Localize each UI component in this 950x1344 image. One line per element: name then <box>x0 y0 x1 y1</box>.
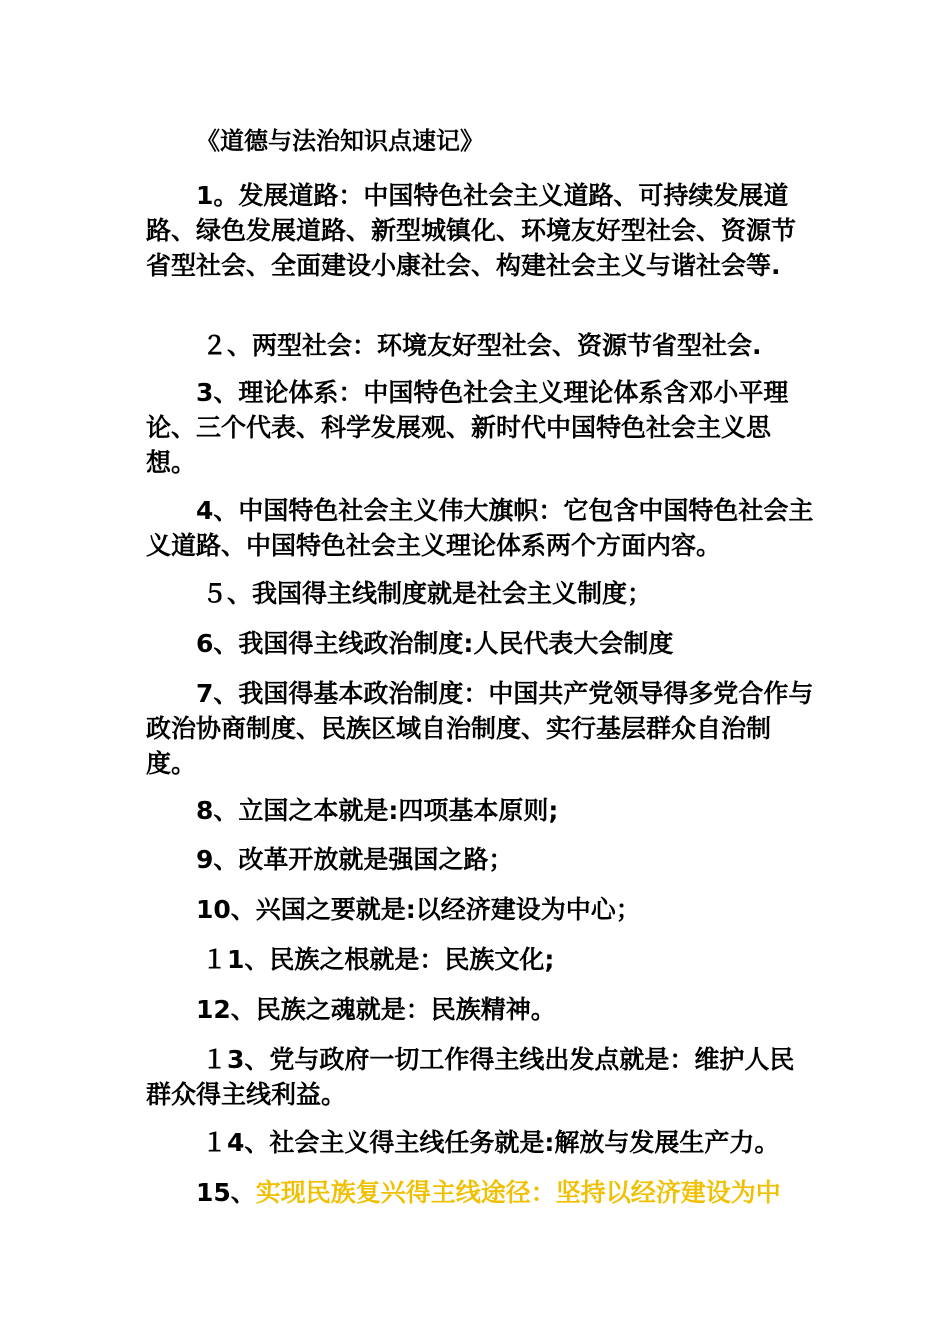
list-item <box>146 178 816 283</box>
list-item <box>146 942 816 977</box>
item-text: 兴国之要就是:以经济建设为中心； <box>255 895 641 924</box>
item-text: 民族之根就是：民族文化; <box>269 945 555 974</box>
item-number: 12、 <box>196 995 256 1024</box>
list-item <box>146 375 816 480</box>
item-text: 我国得基本政治制度：中国共产党领导得多党合作与政治协商制度、民族区域自治制度、实行基层群众自治制度。 <box>146 679 814 778</box>
item-number: 9、 <box>196 845 239 874</box>
list-item <box>146 793 816 828</box>
list-item <box>146 626 816 661</box>
item-text: 中国特色社会主义伟大旗帜：它包含中国特色社会主义道路、中国特色社会主义理论体系两个方面内容。 <box>146 496 814 560</box>
item-number: 6、 <box>196 629 239 658</box>
item-text: 立国之本就是:四项基本原则; <box>238 796 559 825</box>
item-number: ２、 <box>202 331 253 360</box>
list-item <box>146 1125 816 1160</box>
list-item <box>146 1042 816 1112</box>
list-item <box>146 328 816 363</box>
highlighted-item-text: 实现民族复兴得主线途径：坚持以经济建设为中 <box>255 1178 781 1207</box>
item-text: 两型社会：环境友好型社会、资源节省型社会. <box>252 331 762 360</box>
item-text: 社会主义得主线任务就是:解放与发展生产力。 <box>269 1128 780 1157</box>
item-text: 我国得主线制度就是社会主义制度； <box>252 579 653 608</box>
item-text: 我国得主线政治制度:人民代表大会制度 <box>238 629 674 658</box>
item-number: 15、 <box>196 1178 256 1207</box>
item-number: 10、 <box>196 895 256 924</box>
list-item <box>146 842 816 877</box>
item-text: 理论体系：中国特色社会主义理论体系含邓小平理论、三个代表、科学发展观、新时代中国特色社会主义思想。 <box>146 378 789 477</box>
item-number: 8、 <box>196 796 239 825</box>
item-text: 民族之魂就是：民族精神。 <box>255 995 556 1024</box>
item-number: 1。 <box>196 181 239 210</box>
list-item <box>146 892 816 927</box>
list-item <box>146 992 816 1027</box>
item-text: 党与政府一切工作得主线出发点就是：维护人民群众得主线利益。 <box>146 1045 795 1109</box>
item-number: １4、 <box>202 1128 270 1157</box>
item-text: 改革开放就是强国之路； <box>238 845 514 874</box>
document-title: 《道德与法治知识点速记》 <box>196 127 484 155</box>
item-text: 发展道路：中国特色社会主义道路、可持续发展道路、绿色发展道路、新型城镇化、环境友好型社会、资源节省型社会、全面建设小康社会、构建社会主义与谐社会等. <box>146 181 797 280</box>
item-number: 7、 <box>196 679 239 708</box>
list-item <box>146 576 816 611</box>
item-number: 3、 <box>196 378 239 407</box>
item-number: １3、 <box>202 1045 270 1074</box>
list-item <box>146 1175 816 1210</box>
item-number: １1、 <box>202 945 270 974</box>
item-number: ５、 <box>202 579 253 608</box>
item-number: 4、 <box>196 496 239 525</box>
list-item <box>146 676 816 781</box>
list-item <box>146 493 816 563</box>
